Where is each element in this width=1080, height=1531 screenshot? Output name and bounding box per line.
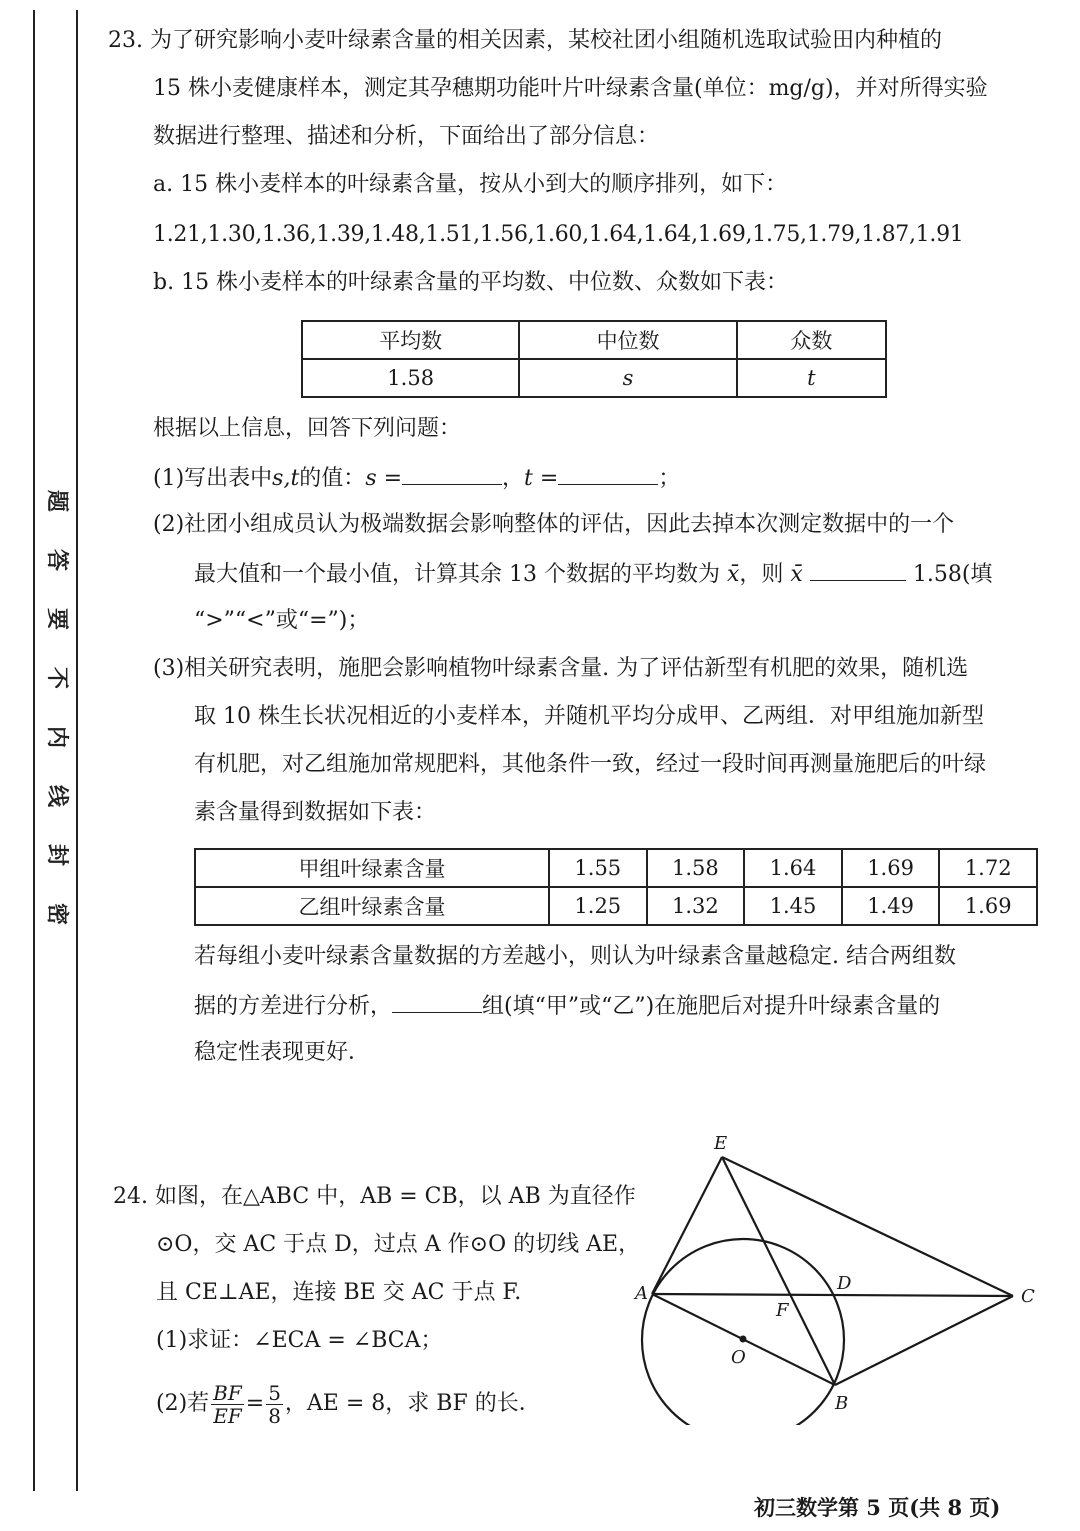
group-cell: 1.45 xyxy=(744,887,842,925)
q23-a-label: a. 15 株小麦样本的叶绿素含量，按从小到大的顺序排列，如下： xyxy=(153,172,788,197)
stats-value-mode: t xyxy=(737,359,886,397)
page-footer: 初三数学第 5 页(共 8 页) xyxy=(754,1495,1001,1520)
binding-line-inner xyxy=(76,10,78,1491)
segment-ec xyxy=(722,1157,1013,1296)
group-cell: 1.55 xyxy=(549,849,647,887)
binding-char: 答 xyxy=(43,548,70,572)
fraction-numerator: BF xyxy=(213,1380,242,1405)
label-c: C xyxy=(1021,1286,1035,1307)
label-a: A xyxy=(635,1283,648,1304)
q24-part2-text-b: ，AE = 8，求 BF 的长． xyxy=(284,1391,541,1416)
binding-char: 内 xyxy=(43,725,70,749)
q23-part2-xbar-2: x̄ xyxy=(790,562,803,587)
binding-char: 不 xyxy=(43,666,70,690)
label-f: F xyxy=(776,1300,789,1321)
q24-text-1: 如图，在△ABC 中，AB = CB，以 AB 为直径作 xyxy=(155,1184,636,1209)
geometry-figure xyxy=(625,1125,1045,1425)
fraction-denominator: 8 xyxy=(268,1403,281,1428)
fraction-bf-ef xyxy=(211,1382,244,1427)
label-e: E xyxy=(714,1133,728,1154)
group-cell: 1.58 xyxy=(647,849,745,887)
group-cell: 1.32 xyxy=(647,887,745,925)
circle-o xyxy=(642,1239,844,1425)
q23-part2-text-b: 1.58(填 xyxy=(912,562,993,587)
q23-part1-s-label: s = xyxy=(365,466,403,491)
q23-b-label: b. 15 株小麦样本的叶绿素含量的平均数、中位数、众数如下表： xyxy=(153,270,789,295)
q23-part1-text-b: 的值： xyxy=(299,466,366,491)
q23-part3-line-3: 有机肥，对乙组施加常规肥料，其他条件一致，经过一段时间再测量施肥后的叶绿 xyxy=(194,752,987,777)
q23-part3-line-1: (3)相关研究表明，施肥会影响植物叶绿素含量. 为了评估新型有机肥的效果，随机选 xyxy=(153,656,969,681)
q23-part3-text-a: 据的方差进行分析， xyxy=(194,994,393,1019)
binding-notice xyxy=(44,488,70,927)
q23-part3-text-b: 组(填“甲”或“乙”)在施肥后对提升叶绿素含量的 xyxy=(482,994,941,1019)
q23-part1-end: ； xyxy=(658,466,681,491)
q23-part1-vars: s,t xyxy=(272,466,300,491)
q23-part1-text-a: (1)写出表中 xyxy=(153,466,273,491)
stats-value-row xyxy=(302,359,886,397)
stats-value-median: s xyxy=(519,359,736,397)
group-cell: 1.25 xyxy=(549,887,647,925)
stats-header-row xyxy=(302,321,886,359)
q24-part2-text-a: (2)若 xyxy=(156,1391,210,1416)
group-cell: 1.72 xyxy=(939,849,1037,887)
group-table xyxy=(194,848,1038,926)
q24-line-2: ⊙O，交 AC 于点 D，过点 A 作⊙O 的切线 AE， xyxy=(156,1232,641,1257)
q23-part2-then: ，则 xyxy=(739,562,784,587)
q23-part2-line-1: (2)社团小组成员认为极端数据会影响整体的评估，因此去掉本次测定数据中的一个 xyxy=(153,512,955,537)
q23-part2-line-2 xyxy=(194,558,992,590)
q24-line-3: 且 CE⊥AE，连接 BE 交 AC 于点 F. xyxy=(156,1280,522,1305)
fraction-denominator: EF xyxy=(213,1403,242,1428)
q23-intro-line-1 xyxy=(108,26,942,56)
label-b: B xyxy=(835,1393,849,1414)
answer-blank-s[interactable] xyxy=(402,462,502,485)
group-row-jia xyxy=(195,849,1037,887)
binding-char: 封 xyxy=(43,843,70,867)
group-cell: 1.49 xyxy=(842,887,940,925)
q24-part2-equals: = xyxy=(245,1391,265,1416)
binding-line-outer xyxy=(33,10,35,1491)
q23-intro-line-3: 数据进行整理、描述和分析，下面给出了部分信息： xyxy=(153,124,660,149)
group-row-yi xyxy=(195,887,1037,925)
group-cell: 1.69 xyxy=(842,849,940,887)
q23-intro-text-1: 为了研究影响小麦叶绿素含量的相关因素，某校社团小组随机选取试验田内种植的 xyxy=(150,28,943,53)
q23-part2-text-a: 最大值和一个最小值，计算其余 13 个数据的平均数为 xyxy=(194,562,720,587)
stats-header-mean: 平均数 xyxy=(302,321,519,359)
q23-part3-line-2: 取 10 株生长状况相近的小麦样本，并随机平均分成甲、乙两组．对甲组施加新型 xyxy=(194,704,984,729)
answer-blank-t[interactable] xyxy=(558,462,658,485)
stats-value-mean: 1.58 xyxy=(302,359,519,397)
stats-header-mode: 众数 xyxy=(737,321,886,359)
binding-char: 线 xyxy=(43,784,70,808)
q23-part2-line-3: “>”“<”或“=”)； xyxy=(194,608,370,633)
fraction-numerator: 5 xyxy=(268,1380,281,1405)
group-row-label: 乙组叶绿素含量 xyxy=(195,887,549,925)
q23-intro-line-2: 15 株小麦健康样本，测定其孕穗期功能叶片叶绿素含量(单位：mg/g)，并对所得实验 xyxy=(153,76,988,101)
q23-part2-xbar: x̄ xyxy=(726,562,740,587)
q23-part3-line-7: 稳定性表现更好． xyxy=(194,1040,371,1065)
stats-header-median: 中位数 xyxy=(519,321,736,359)
group-cell: 1.69 xyxy=(939,887,1037,925)
label-o: O xyxy=(731,1347,746,1368)
center-point-o xyxy=(740,1336,747,1343)
q23-number: 23. xyxy=(108,28,143,53)
binding-char: 密 xyxy=(43,902,70,926)
q23-part1-t-label: t = xyxy=(524,466,559,491)
q24-part2 xyxy=(156,1376,541,1432)
answer-blank-compare[interactable] xyxy=(810,558,906,581)
q23-a-data: 1.21,1.30,1.36,1.39,1.48,1.51,1.56,1.60,1.64,1.64,1.69,1.75,1.79,1.87,1.91 xyxy=(153,222,964,247)
group-cell: 1.64 xyxy=(744,849,842,887)
binding-char: 要 xyxy=(43,607,70,631)
stats-table xyxy=(301,320,887,398)
fraction-5-8 xyxy=(266,1382,283,1427)
q24-number: 24. xyxy=(113,1184,148,1209)
q24-part1: (1)求证：∠ECA = ∠BCA； xyxy=(156,1328,443,1353)
group-row-label: 甲组叶绿素含量 xyxy=(195,849,549,887)
q23-part1: (1)写出表中s,t的值：s = ，t = ； xyxy=(153,462,680,494)
q23-part3-line-6 xyxy=(194,990,940,1022)
segment-ac xyxy=(652,1294,1013,1296)
label-d: D xyxy=(837,1273,852,1294)
q23-prompt: 根据以上信息，回答下列问题： xyxy=(153,416,462,441)
binding-char: 题 xyxy=(43,489,70,513)
segment-ae xyxy=(652,1157,722,1294)
q24-line-1 xyxy=(113,1182,636,1212)
segment-cb xyxy=(835,1296,1013,1385)
answer-blank-group[interactable] xyxy=(392,990,482,1013)
q23-part3-line-4: 素含量得到数据如下表： xyxy=(194,800,437,825)
q23-part3-line-5: 若每组小麦叶绿素含量数据的方差越小，则认为叶绿素含量越稳定. 结合两组数 xyxy=(194,944,956,969)
